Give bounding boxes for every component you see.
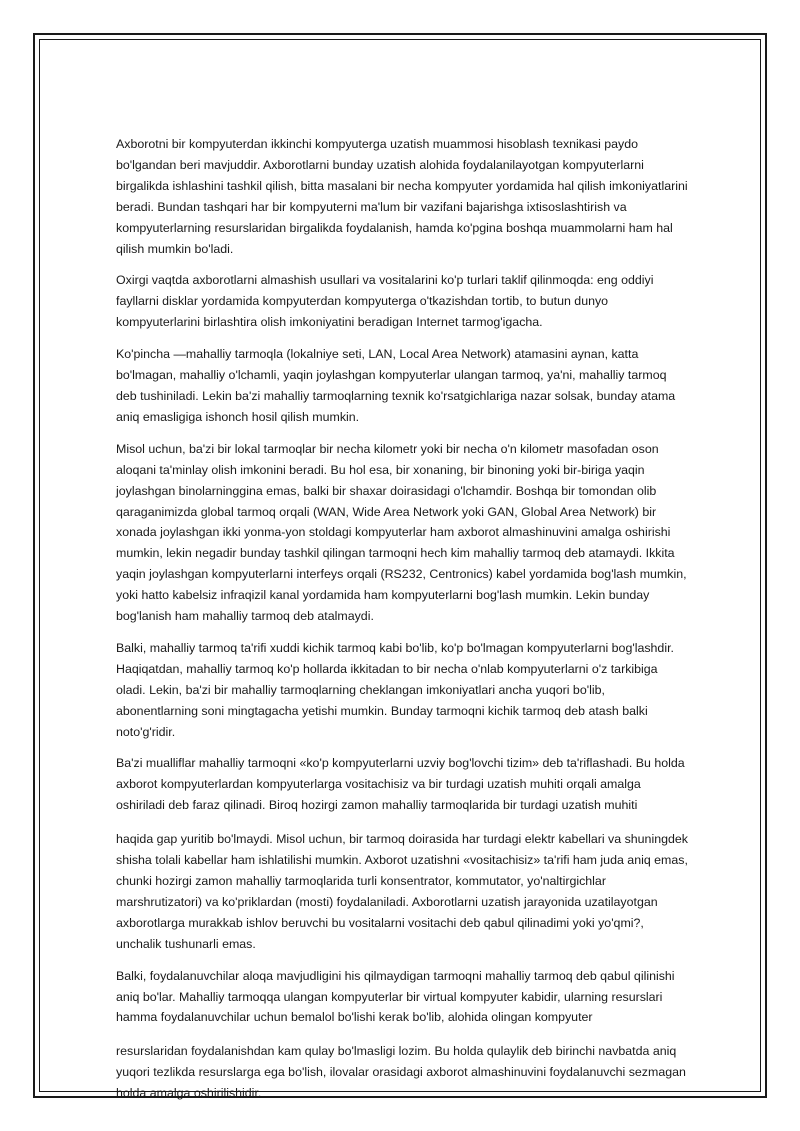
paragraph-8: Balki, foydalanuvchilar aloqa mavjudligini his qilmaydigan tarmoqni mahalliy tarmoq deb qabul qilinishi aniq bo'lar. Mahalliy tarmoqqa ulangan kompyuterlar bir virtual kompyuter kabidir, ularning resurslari hamma foydalanuvchilar uchun bemalol bo'lishi kerak bo'lib, alohida olingan kompyuter [116,968,675,1025]
paragraph-6: Ba'zi mualliflar mahalliy tarmoqni «ko'p kompyuterlarni uzviy bog'lovchi tizim» deb ta'riflashadi. Bu holda axborot kompyuterlardan kompyuterlarga vositachisiz va bir turdagi uzatish muhiti orqali amalga oshiriladi deb faraz qilinadi. Biroq hozirgi zamon mahalliy tarmoqlarida bir turdagi uzatish muhiti [116,756,685,813]
document-body [116,134,688,1115]
paragraph-1: Axborotni bir kompyuterdan ikkinchi kompyuterga uzatish muammosi hisoblash texnikasi paydo bo'lgandan beri mavjuddir. Axborotlarni bunday uzatish alohida foydalanilayotgan kompyuterlarni birgalikda ishlashini tashkil qilish, bitta masalani bir necha kompyuter yordamida hal qilish imkoniyatlarini beradi. Bundan tashqari har bir kompyuterni ma'lum bir vazifani bajarishga ixtisoslashtirish va kompyuterlarning resurslaridan birgalikda foydalanish, hamda ko'pgina boshqa muammolarni ham hal qilish mumkin bo'ladi. [116,137,688,256]
paragraph-5: Balki, mahalliy tarmoq ta'rifi xuddi kichik tarmoq kabi bo'lib, ko'p bo'lmagan kompyuterlarni bog'lashdir. Haqiqatdan, mahalliy tarmoq ko'p hollarda ikkitadan to bir necha o'nlab kompyuterlarni o'z tarkibiga oladi. Lekin, ba'zi bir mahalliy tarmoqlarning cheklangan imkoniyatlari ancha yuqori bo'lib, abonentlarning soni mingtagacha yetishi mumkin. Bunday tarmoqni kichik tarmoq deb atash balki noto'g'ridir. [116,640,674,739]
paragraph-4: Misol uchun, ba'zi bir lokal tarmoqlar bir necha kilometr yoki bir necha o'n kilometr masofadan oson aloqani ta'minlay olish imkonini beradi. Bu hol esa, bir xonaning, bir binoning yoki bir-biriga yaqin joylashgan binolarninggina emas, balki bir shaxar doirasidagi o'lchamdir. Boshqa bir tomondan olib qaraganimizda global tarmoq orqali (WAN, Wide Area Network yoki GAN, Global Area Network) bir xonada joylashgan ikki yonma-yon stoldagi kompyuterlar ham axborot almashinuvini amalga oshirishi mumkin, lekin negadir bunday tashkil qilingan tarmoqni hech kim mahalliy tarmoq deb atamaydi. Ikkita yaqin joylashgan kompyuterlarni interfeys orqali (RS232, Centronics) kabel yordamida bog'lash mumkin, yoki hatto kabelsiz infraqizil kanal yordamida ham kompyuterlarni bog'lash mumkin. Lekin bunday bog'lanish ham mahalliy tarmoq deb atalmaydi. [116,441,687,624]
paragraph-3: Ko'pincha —mahalliy tarmoqla (lokalniye seti, LAN, Local Area Network) atamasini aynan, katta bo'lmagan, mahalliy o'lchamli, yaqin joylashgan kompyuterlar ulangan tarmoq, ya'ni, mahalliy tarmoq deb tushiniladi. Lekin ba'zi mahalliy tarmoqlarning texnik ko'rsatgichlariga nazar solsak, bunday atama aniq emasligiga ishonch hosil qilish mumkin. [116,347,676,424]
paragraph-7: haqida gap yuritib bo'lmaydi. Misol uchun, bir tarmoq doirasida har turdagi elektr kabellari va shuningdek shisha tolali kabellar ham ishlatilishi mumkin. Axborot uzatishni «vositachisiz» ta'rifi ham juda aniq emas, chunki hozirgi zamon mahalliy tarmoqlarida turli konsentrator, kommutator, yo'naltirgichlar marshrutizatori) va ko'priklardan (mosti) foydalaniladi. Axborotlarni uzatish jarayonida uzatilayotgan axborotlarga murakkab ishlov beruvchi bu vositalarni vositachi deb qabul qilinadimi yoki yo'qmi?, unchalik tushunarli emas. [116,832,688,951]
paragraph-9: resurslaridan foydalanishdan kam qulay bo'lmasligi lozim. Bu holda qulaylik deb birinchi navbatda aniq yuqori tezlikda resurslarga ega bo'lish, ilovalar orasidagi axborot almashinuvini foydalanuvchi sezmagan holda amalga oshirilishidir. [116,1044,686,1101]
paragraph-2: Oxirgi vaqtda axborotlarni almashish usullari va vositalarini ko'p turlari taklif qilinmoqda: eng oddiyi fayllarni disklar yordamida kompyuterdan kompyuterga o'tkazishdan tortib, to butun dunyo kompyuterlarini birlashtira olish imkoniyatini beradigan Internet tarmog'igacha. [116,273,654,330]
